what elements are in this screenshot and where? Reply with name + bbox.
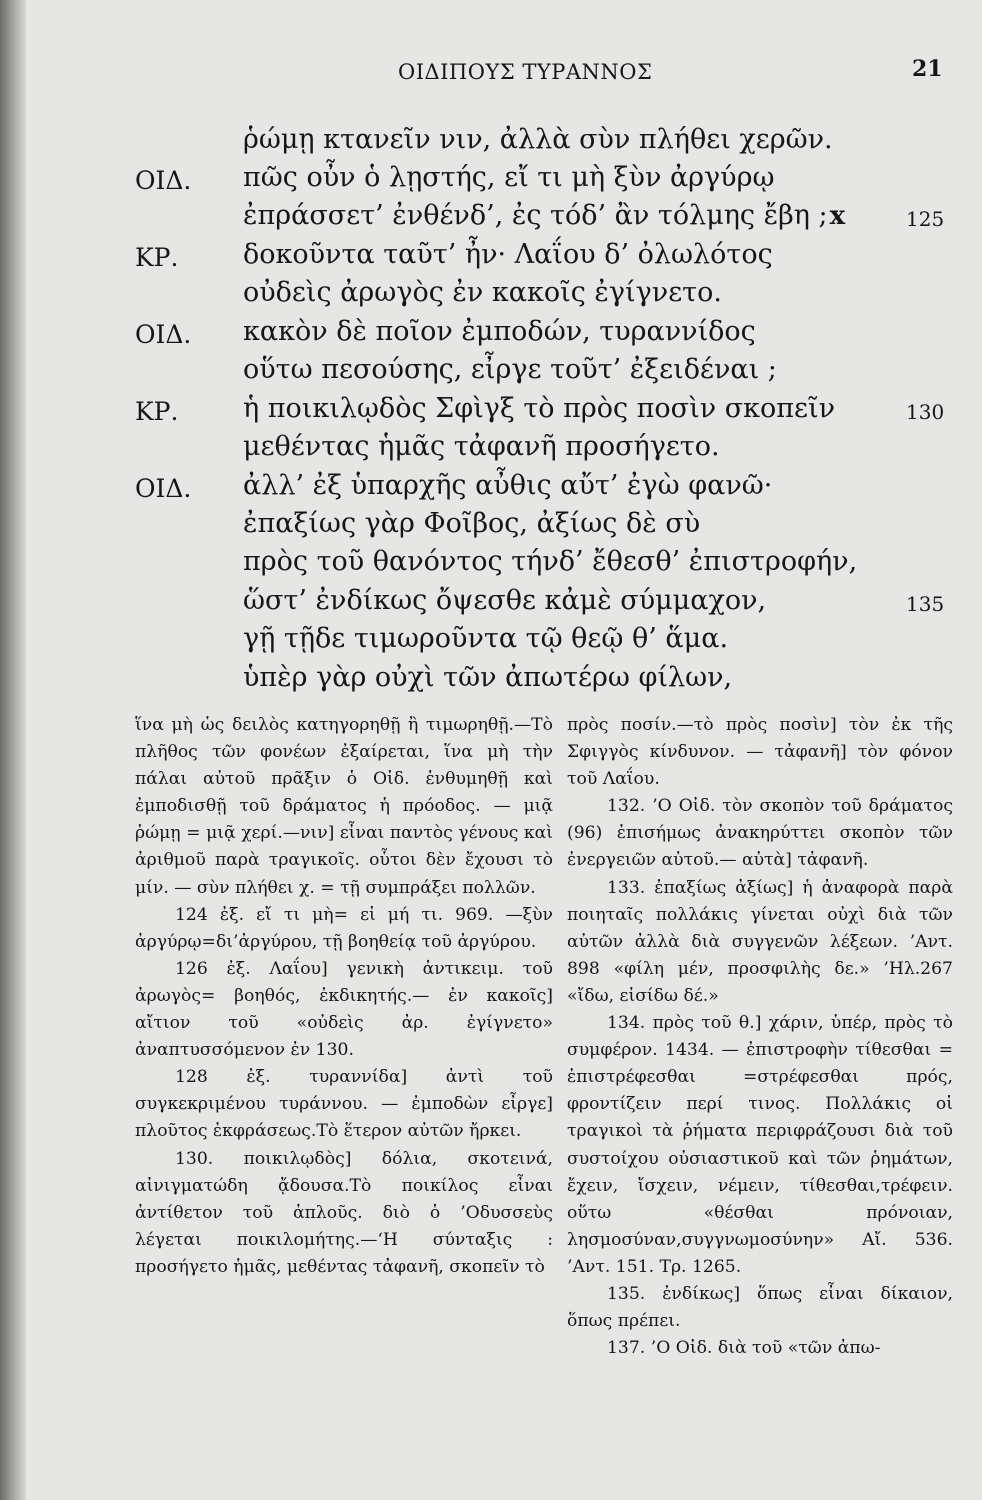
verse-line [0,160,982,202]
verse-line [0,352,982,394]
running-title: ΟΙΔΙΠΟΥΣ ΤΥΡΑΝΝΟΣ [398,60,653,84]
verse-text: οὕτω πεσούσης, εἶργε τοῦτ’ ἐξειδέναι ; [243,354,777,385]
verse-line [0,275,982,317]
speaker-label: ΚΡ. [135,397,179,426]
verse-text: οὐδεὶς ἀρωγὸς ἐν κακοῖς ἐγίγνετο. [243,277,722,308]
verse-line [0,198,982,240]
verse-line [0,506,982,548]
verse-line [0,660,982,702]
verse-line [0,122,982,164]
commentary-note: 134. πρὸς τοῦ θ.] χάριν, ὑπέρ, πρὸς τὸ συμφέρον. 1434. — ἐπιστροφὴν τίθεσθαι = ἐπιστρέφεσθαι =στρέφεσθαι πρός, φροντίζειν περί τινος. Πολλάκις οἱ τραγικοὶ τὰ ῥήματα περιφράζουσι διὰ τοῦ συστοίχου οὐσιαστικοῦ καὶ τῶν ῥημάτων, ἔχειν, ἴσχειν, νέμειν, τίθεσθαι,τρέφειν. οὕτω «θέσθαι πρόνοιαν, λησμοσύναν,συγγνωμοσύνην» Αἴ. 536. ’Αντ. 151. Τρ. 1265. [567,1013,953,1277]
commentary-right-column [567,712,953,1362]
commentary-left-column [135,712,553,1281]
speaker-label: ΟΙΔ. [135,320,192,349]
verse-text: ὑπὲρ γὰρ οὐχὶ τῶν ἀπωτέρω φίλων, [243,662,733,693]
verse-text: ὥστ’ ἐνδίκως ὄψεσθε κἀμὲ σύμμαχον, [243,585,767,616]
verse-line [0,237,982,279]
line-number: 135 [906,592,945,616]
verse-text: γῇ τῇδε τιμωροῦντα τῷ θεῷ θ’ ἅμα. [243,623,729,654]
commentary-note: 124 ἐξ. εἴ τι μὴ= εἰ μή τι. 969. —ξὺν ἀργύρῳ=δι’ἀργύρου, τῇ βοηθείᾳ τοῦ ἀργύρου. [135,904,553,952]
page-number: 21 [912,56,943,82]
verse-text: ἐπαξίως γὰρ Φοῖβος, ἀξίως δὲ σὺ [243,508,701,539]
commentary-note: 126 ἐξ. Λαΐου] γενικὴ ἀντικειμ. τοῦ ἀρωγὸς= βοηθός, ἐκδικητής.— ἐν κακοῖς] αἴτιον τοῦ «οὐδεὶς ἀρ. ἐγίγνετο» ἀναπτυσσόμενον ἐν 130. [135,958,553,1061]
commentary-note: 132. ’Ο Οἰδ. τὸν σκοπὸν τοῦ δράματος (96) ἐπισήμως ἀνακηρύττει σκοπὸν τῶν ἐνεργειῶν αὐτοῦ.— αὐτὰ] τἀφανῆ. [567,796,953,871]
verse-text: ἐπράσσετ’ ἐνθένδ’, ἐς τόδ’ ἂν τόλμης ἔβη ;x [243,200,846,231]
margin-mark: x [829,201,846,231]
commentary-note: ἵνα μὴ ὡς δειλὸς κατηγορηθῇ ἢ τιμωρηθῇ.—Τὸ πλῆθος τῶν φονέων ἐξαίρεται, ἵνα μὴ τὴν πάλαι αὐτοῦ πρᾶξιν ὁ Οἰδ. ἐνθυμηθῇ καὶ ἐμποδισθῇ τοῦ δράματος ἡ πρόοδος. — μιᾷ ῥώμῃ = μιᾷ χερί.—νιν] εἶναι παντὸς γένους καὶ ἀριθμοῦ παρὰ τραγικοῖς. οὗτοι δὲν ἔχουσι τὸ μίν. — σὺν πλήθει χ. = τῇ συμπράξει πολλῶν. [135,715,553,898]
verse-line [0,468,982,510]
verse-text: ῥώμῃ κτανεῖν νιν, ἀλλὰ σὺν πλήθει χερῶν. [243,124,833,155]
commentary-note: 135. ἐνδίκως] ὅπως εἶναι δίκαιον, ὅπως πρέπει. [567,1283,953,1332]
verse-line [0,621,982,663]
line-number: 130 [906,400,945,424]
verse-text: ἡ ποικιλῳδὸς Σφὶγξ τὸ πρὸς ποσὶν σκοπεῖν [243,393,835,424]
verse-line [0,391,982,433]
verse-text: ἀλλ’ ἐξ ὑπαρχῆς αὖθις αὔτ’ ἐγὼ φανῶ· [243,470,773,501]
commentary-note: πρὸς ποσίν.—τὸ πρὸς ποσὶν] τὸν ἐκ τῆς Σφιγγὸς κίνδυνον. — τἀφανῆ] τὸν φόνον τοῦ Λαΐου. [567,715,953,790]
speaker-label: ΚΡ. [135,243,179,272]
commentary-note: 133. ἐπαξίως ἀξίως] ἡ ἀναφορὰ παρὰ ποιηταῖς πολλάκις γίνεται οὐχὶ διὰ τῶν αὐτῶν ἀλλὰ διὰ συγγενῶν λέξεων. ’Αντ. 898 «φίλη μέν, προσφιλὴς δε.» ’Ηλ.267 «ἴδω, εἰσίδω δέ.» [567,877,953,1006]
verse-line [0,314,982,356]
speaker-label: ΟΙΔ. [135,166,192,195]
verse-line [0,583,982,625]
verse-text: μεθέντας ἡμᾶς τἀφανῆ προσήγετο. [243,431,720,462]
verse-line [0,429,982,471]
verse-text: κακὸν δὲ ποῖον ἐμποδών, τυραννίδος [243,316,756,347]
commentary-note: 128 ἐξ. τυραννίδα] ἀντὶ τοῦ συγκεκριμένου τυράννου. — ἐμποδὼν εἶργε] πλοῦτος ἐκφράσεως.Τὸ ἕτερον αὐτῶν ἤρκει. [135,1067,553,1142]
commentary-note: 130. ποικιλῳδὸς] δόλια, σκοτεινά, αἰνιγματώδη ᾄδουσα.Τὸ ποικίλος εἶναι ἀντίθετον τοῦ ἁπλοῦς. διὸ ὁ ’Οδυσσεὺς λέγεται ποικιλομήτης.—‘Η σύνταξις : προσήγετο ἡμᾶς, μεθέντας τἀφανῆ, σκοπεῖν τὸ [135,1148,553,1277]
verse-line [0,544,982,586]
commentary-note: 137. ’Ο Οἰδ. διὰ τοῦ «τῶν ἀπω- [607,1338,881,1359]
line-number: 125 [906,207,945,231]
verse-text: δοκοῦντα ταῦτ’ ἦν· Λαΐου δ’ ὀλωλότος [243,239,773,270]
speaker-label: ΟΙΔ. [135,474,192,503]
verse-text: πρὸς τοῦ θανόντος τήνδ’ ἔθεσθ’ ἐπιστροφήν, [243,546,858,577]
verse-text: πῶς οὖν ὁ λῃστής, εἴ τι μὴ ξὺν ἀργύρῳ [243,162,775,193]
